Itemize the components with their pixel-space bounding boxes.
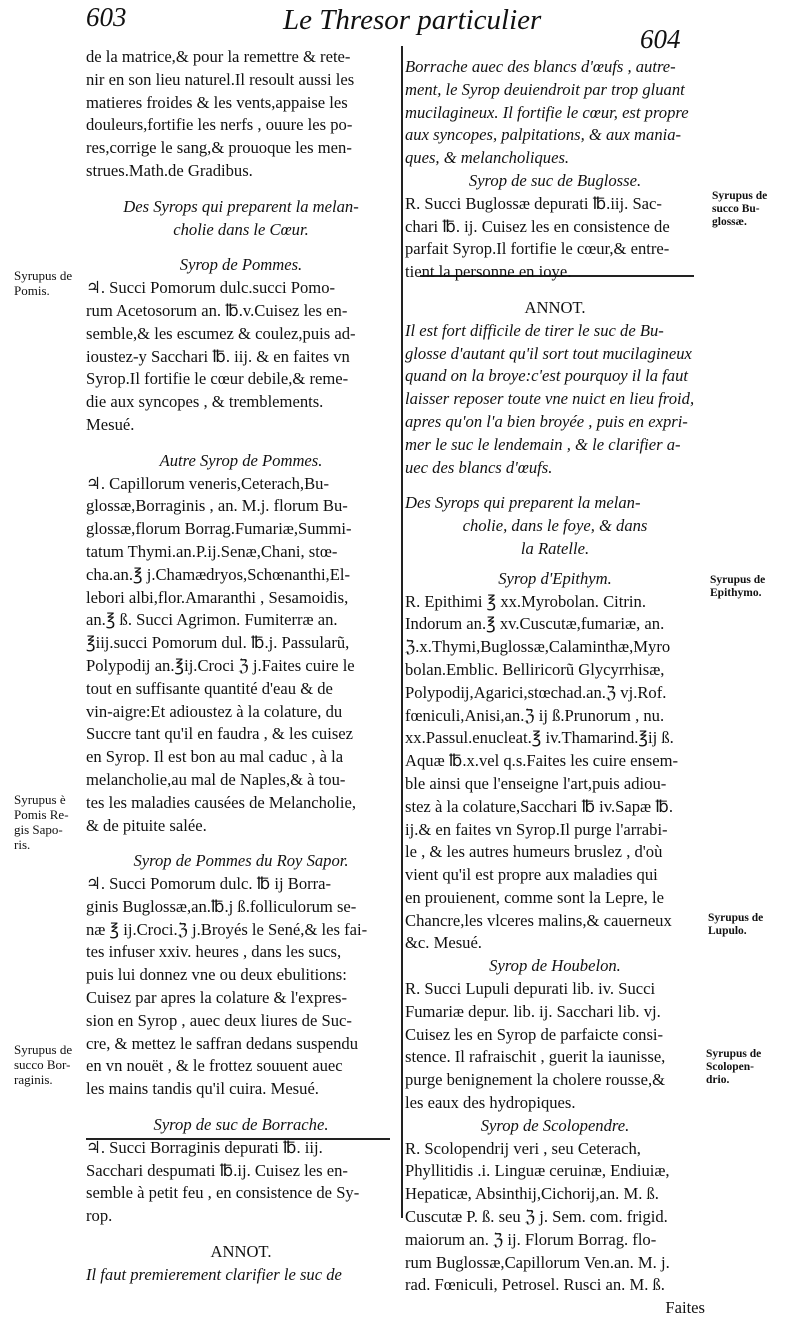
text-line: nir en son lieu naturel.Il resoult aussi les bbox=[86, 69, 355, 89]
text-line: Phyllitidis .i. Linguæ ceruinæ, Endiuiæ, bbox=[405, 1161, 670, 1181]
line-gap bbox=[405, 479, 705, 492]
text-line: semble à petit feu , en consistence de Sy- bbox=[86, 1183, 360, 1203]
text-line: Borrache auec des blancs d'œufs , autre- bbox=[405, 57, 676, 76]
line-gap bbox=[86, 1228, 396, 1241]
line-gap bbox=[405, 561, 705, 568]
text-line: rum Buglossæ,Capillorum Ven.an. M. j. bbox=[405, 1252, 670, 1272]
text-line: tout en suffisante quantité d'eau & de bbox=[86, 678, 333, 698]
text-line: R. Epithimi ℥ xx.Myrobolan. Citrin. bbox=[405, 591, 646, 611]
text-line: en prouienent, comme sont la Lepre, le bbox=[405, 887, 664, 907]
text-line: ♃. Succi Borraginis depurati ℔. iij. bbox=[86, 1137, 323, 1157]
text-line: uec des blancs d'œufs. bbox=[405, 457, 553, 477]
text-line: aux syncopes, palpitations, & aux mania- bbox=[405, 125, 682, 145]
line-gap bbox=[86, 1101, 396, 1114]
text-line: glossæ,Borraginis , an. M.j. florum Bu- bbox=[86, 496, 348, 516]
text-line: Mesué. bbox=[86, 414, 135, 434]
text-line: an.℥ ß. Succi Agrimon. Fumiterræ an. bbox=[86, 610, 338, 630]
text-line: Polypodij,Agarici,stœchad.an.ℨ vj.Rof. bbox=[405, 682, 667, 702]
text-line: Cuisez par apres la colature & l'expres- bbox=[86, 988, 348, 1008]
text-line: semble,& les escumez & coulez,puis ad- bbox=[86, 323, 356, 343]
section-heading: Syrop de Pommes. bbox=[179, 255, 303, 275]
text-line: matieres froides & les vents,appaise les bbox=[86, 92, 348, 112]
page-number-right: 604 bbox=[640, 24, 681, 54]
text-line: Fumariæ depur. lib. ij. Sacchari lib. vj. bbox=[405, 1001, 661, 1021]
right-text-column bbox=[405, 56, 705, 1320]
text-line: næ ℥ ij.Croci.ℨ j.Broyés le Sené,& les fai- bbox=[86, 919, 368, 939]
section-heading: cholie, dans le foye, & dans bbox=[462, 516, 648, 536]
page-number-left: 603 bbox=[86, 2, 127, 32]
section-heading: Syrop de Scolopendre. bbox=[480, 1115, 630, 1135]
text-line: strues.Math.de Gradibus. bbox=[86, 160, 253, 180]
text-line: les mains tandis qu'il cuira. Mesué. bbox=[86, 1079, 319, 1099]
line-gap bbox=[86, 241, 396, 254]
text-line: rad. Fœniculi, Petrosel. Rusci an. M. ß. bbox=[405, 1275, 665, 1295]
text-line: stence. Il rafraischit , guerit la iaunisse, bbox=[405, 1047, 666, 1067]
text-line: R. Succi Lupuli depurati lib. iv. Succi bbox=[405, 979, 656, 999]
margin-note-syrupus-lupulo: Syrupus de Lupulo. bbox=[708, 912, 764, 937]
text-line: mucilagineux. Il fortifie le cœur, est propre bbox=[405, 102, 689, 122]
text-line: purge benignement la cholere rousse,& bbox=[405, 1070, 666, 1090]
text-line: cre, & mettez le saffran dedans suspendu bbox=[86, 1033, 359, 1053]
text-line: Sacchari despumati ℔.ij. Cuisez les en- bbox=[86, 1160, 348, 1180]
text-line: mer le suc le lendemain , & le clarifier a- bbox=[405, 434, 681, 454]
section-heading: Autre Syrop de Pommes. bbox=[159, 450, 323, 470]
text-line: laisser reposer toute vne nuict en lieu froid, bbox=[405, 389, 695, 409]
text-line: ble ainsi que l'enseigne l'art,puis adiou- bbox=[405, 773, 667, 793]
section-heading: Syrop de suc de Buglosse. bbox=[468, 170, 642, 190]
text-line: Faites bbox=[665, 1298, 705, 1318]
section-heading: Syrop de Houbelon. bbox=[489, 956, 621, 976]
text-line: bolan.Emblic. Belliricorũ Glycyrrhisæ, bbox=[405, 659, 665, 679]
section-heading: Syrop d'Epithym. bbox=[498, 568, 612, 588]
text-line: ♃. Capillorum veneris,Ceterach,Bu- bbox=[86, 473, 329, 493]
text-line: rum Acetosorum an. ℔.v.Cuisez les en- bbox=[86, 300, 348, 320]
text-line: R. Succi Buglossæ depurati ℔.iij. Sac- bbox=[405, 193, 662, 213]
column-divider bbox=[401, 46, 403, 1218]
text-line: Aquæ ℔.x.vel q.s.Faites les cuire ensem- bbox=[405, 751, 679, 771]
section-heading: la Ratelle. bbox=[520, 538, 590, 558]
text-line: ♃. Succi Pomorum dulc. ℔ ij Borra- bbox=[86, 874, 332, 894]
running-title: Le Thresor particulier bbox=[283, 4, 542, 36]
line-gap bbox=[86, 437, 396, 450]
text-line: melancholie,au mal de Naples,& à tou- bbox=[86, 769, 346, 789]
section-heading: Syrop de Pommes du Roy Sapor. bbox=[133, 851, 349, 871]
text-line: die aux syncopes , & tremblements. bbox=[86, 392, 324, 412]
section-heading: cholie dans le Cœur. bbox=[173, 219, 309, 239]
text-line: Succre tant qu'il en faudra , & les cuisez bbox=[86, 724, 354, 744]
text-line: glosse d'autant qu'il sort tout mucilagineux bbox=[405, 343, 692, 363]
text-line: maiorum an. ℨ ij. Florum Borrag. flo- bbox=[405, 1229, 657, 1249]
text-line: en Syrop. Il est bon au mal caduc , à la bbox=[86, 747, 344, 767]
text-line: & de pituite salée. bbox=[86, 815, 207, 835]
text-line: rop. bbox=[86, 1206, 113, 1226]
text-line: res,corrige le sang,& prouoque les men- bbox=[86, 138, 352, 158]
text-line: ♃. Succi Pomorum dulc.succi Pomo- bbox=[86, 278, 336, 298]
text-line: Polypodij an.℥ij.Croci ℨ j.Faites cuire le bbox=[86, 655, 355, 675]
text-line: le , & les autres humeurs bruslez , d'où bbox=[405, 842, 663, 862]
text-line: tes les maladies causées de Melancholie, bbox=[86, 792, 357, 812]
text-line: chari ℔. ij. Cuisez les en consistence de bbox=[405, 216, 670, 236]
text-line: fœniculi,Anisi,an.ℨ ij ß.Prunorum , nu. bbox=[405, 705, 665, 725]
line-gap bbox=[86, 837, 396, 850]
text-line: ℨ.x.Thymi,Buglossæ,Calaminthæ,Myro bbox=[405, 637, 671, 657]
left-text-column bbox=[86, 46, 396, 1287]
line-gap bbox=[86, 183, 396, 196]
text-line: tient la personne en ioye. bbox=[405, 262, 572, 282]
section-heading: ANNOT. bbox=[210, 1242, 272, 1262]
margin-note-syrupus-de-pomis: Syrupus de Pomis. bbox=[14, 268, 73, 298]
section-heading: Des Syrops qui preparent la melan- bbox=[123, 196, 359, 216]
text-line: Syrop.Il fortifie le cœur debile,& reme- bbox=[86, 369, 349, 389]
section-heading: ANNOT. bbox=[524, 297, 586, 317]
text-line: stez à la colature,Sacchari ℔ iv.Sapæ ℔. bbox=[405, 796, 673, 816]
text-line: quand on la broye:c'est pourquoy il la faut bbox=[405, 366, 688, 386]
text-line: en vn nouët , & le frottez souuent auec bbox=[86, 1056, 343, 1076]
text-line: tes infuser xxiv. heures , dans les sucs, bbox=[86, 942, 342, 962]
text-line: vient qu'il est propre aux maladies qui bbox=[405, 865, 658, 885]
text-line: Chancre,les vlceres malins,& cauerneux bbox=[405, 910, 672, 930]
text-line: &c. Mesué. bbox=[405, 933, 482, 953]
text-line: ij.& en faites vn Syrop.Il purge l'arrabi- bbox=[405, 819, 668, 839]
text-line: vin-aigre:Et adioustez à la colature, du bbox=[86, 701, 343, 721]
margin-note-syrupus-e-pomis-regis: Syrupus è Pomis Re- gis Sapo- ris. bbox=[14, 792, 69, 852]
text-line: ment, le Syrop deuiendroit par trop gluant bbox=[405, 79, 685, 99]
text-line: Il faut premierement clarifier le suc de bbox=[86, 1264, 342, 1284]
text-line: Indorum an.℥ xv.Cuscutæ,fumariæ, an. bbox=[405, 614, 665, 634]
text-line: douleurs,fortifie les nerfs , ouure les po- bbox=[86, 115, 353, 135]
text-line: apres qu'on l'a bien broyée , puis en expri- bbox=[405, 411, 688, 431]
text-line: lebori albi,flor.Amaranthi , Sesamoidis, bbox=[86, 587, 349, 607]
text-line: tatum Thymi.an.P.ij.Senæ,Chani, stœ- bbox=[86, 541, 338, 561]
text-line: Il est fort difficile de tirer le suc de Bu- bbox=[405, 320, 664, 340]
text-line: sion en Syrop , auec deux liures de Suc- bbox=[86, 1010, 352, 1030]
text-line: parfait Syrop.Il fortifie le cœur,& entre- bbox=[405, 239, 670, 259]
text-line: R. Scolopendrij veri , seu Ceterach, bbox=[405, 1138, 641, 1158]
margin-note-syrupus-buglossae: Syrupus de succo Bu- glossæ. bbox=[712, 190, 768, 228]
text-line: puis lui donnez vne ou deux ebulitions: bbox=[86, 965, 347, 985]
margin-note-syrupus-borraginis: Syrupus de succo Bor- raginis. bbox=[14, 1042, 73, 1087]
text-line: ioustez-y Sacchari ℔. iij. & en faites vn bbox=[86, 346, 350, 366]
margin-note-syrupus-scolopendrio: Syrupus de Scolopen- drio. bbox=[706, 1048, 762, 1086]
text-line: les eaux des hydropiques. bbox=[405, 1093, 576, 1113]
text-line: cha.an.℥ j.Chamædryos,Schœnanthi,El- bbox=[86, 564, 350, 584]
text-line: xx.Passul.enucleat.℥ iv.Thamarind.℥ij ß. bbox=[405, 728, 674, 748]
text-line: de la matrice,& pour la remettre & rete- bbox=[86, 47, 351, 66]
text-line: ginis Buglossæ,an.℔.j ß.folliculorum se- bbox=[86, 896, 357, 916]
text-line: glossæ,florum Borrag.Fumariæ,Summi- bbox=[86, 519, 352, 539]
text-line: ques, & melancholiques. bbox=[405, 148, 570, 168]
text-line: Cuisez les en Syrop de parfaicte consi- bbox=[405, 1024, 664, 1044]
section-heading: Syrop de suc de Borrache. bbox=[153, 1115, 329, 1135]
text-line: Cuscutæ P. ß. seu ℨ j. Sem. com. frigid. bbox=[405, 1207, 668, 1227]
text-line: ℥iij.succi Pomorum dul. ℔.j. Passularũ, bbox=[86, 633, 350, 653]
margin-note-syrupus-epithymo: Syrupus de Epithymo. bbox=[710, 574, 766, 599]
text-line: Des Syrops qui preparent la melan- bbox=[405, 493, 641, 513]
line-gap bbox=[405, 284, 705, 297]
text-line: Hepaticæ, Absinthij,Cichorij,an. M. ß. bbox=[405, 1184, 659, 1204]
